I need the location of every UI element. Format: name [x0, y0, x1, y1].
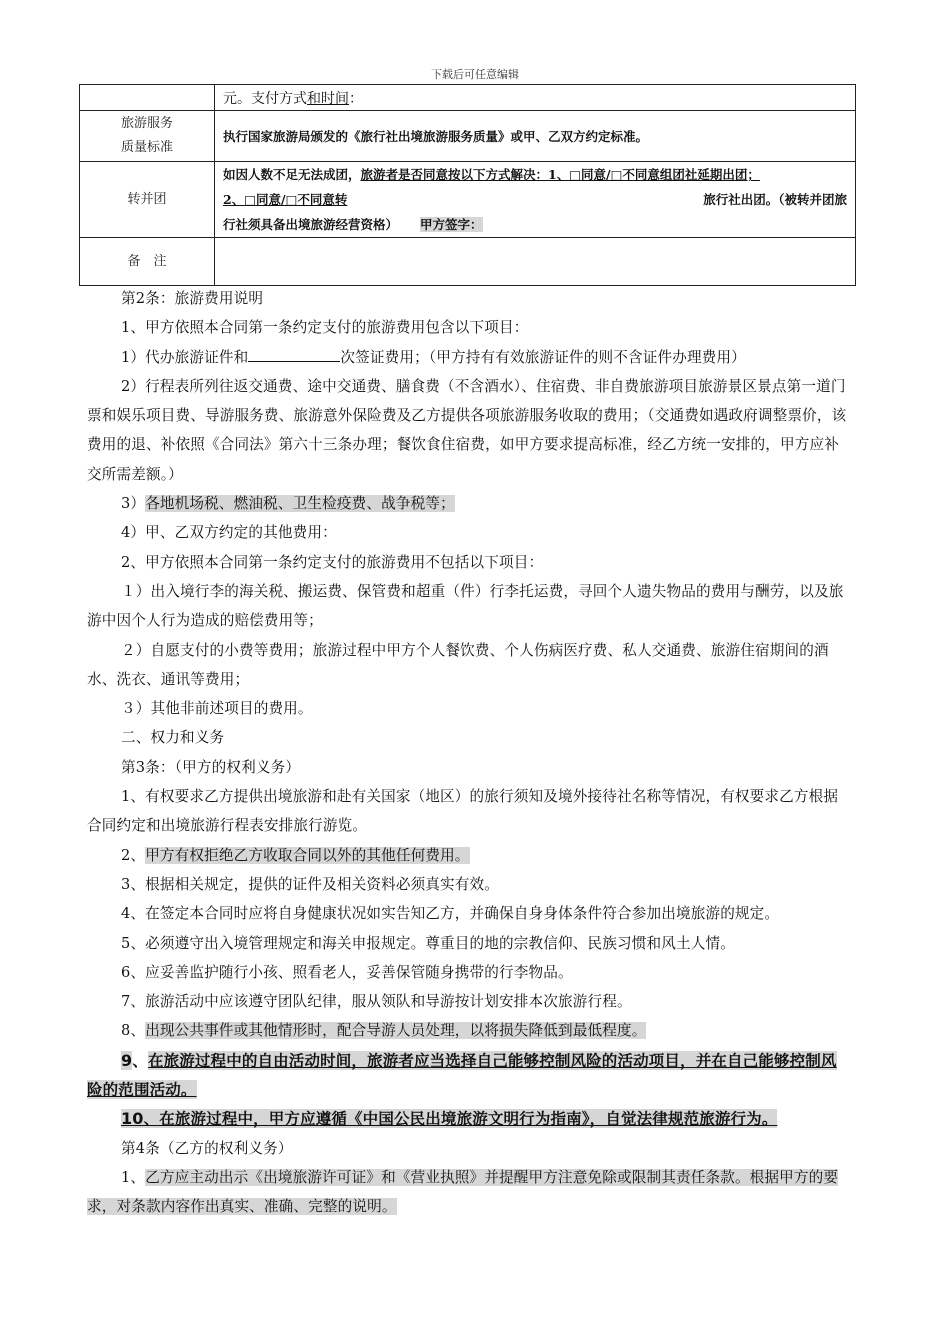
party-a-signature-label: 甲方签字：: [420, 217, 483, 232]
party-b-clause-1: [87, 1163, 849, 1222]
party-b-clause-1-num: 1、: [121, 1168, 146, 1186]
clause-9-num: 9: [121, 1050, 133, 1070]
quality-label-line1: 旅游服务: [120, 116, 173, 131]
contract-table: [79, 84, 856, 286]
payment-time-text: 和时间: [307, 90, 349, 107]
fee-included-intro: 1、甲方依照本合同第一条约定支付的旅游费用包含以下项目：: [121, 319, 529, 337]
merge-line2: [223, 187, 847, 212]
row-label-empty: [80, 85, 215, 111]
clause-9-text: 在旅游过程中的自由活动时间，旅游者应当选择自己能够控制风险的活动项目，并在自己能够控制风险的范围活动。: [87, 1050, 837, 1100]
section-2-title: 第2条：旅游费用说明: [121, 290, 264, 307]
payment-cell: [215, 85, 856, 111]
fee-excluded-intro: 2、甲方依照本合同第一条约定支付的旅游费用不包括以下项目：: [121, 553, 544, 571]
merge-line1-b: 旅游者是否同意按以下方式解决：1、□同意/□不同意组团社延期出团；: [360, 167, 760, 182]
merge-line3: [223, 212, 847, 237]
clause-2-num: 2、: [121, 846, 146, 864]
fee-item-3-a: 3）: [121, 495, 146, 513]
fee-item-3: [87, 489, 849, 518]
fee-item-1-b: 次签证费用；（甲方持有有效旅游证件的则不含证件办理费用）: [340, 348, 746, 366]
merge-group-label: 转并团: [80, 162, 215, 238]
table-row-payment: [80, 85, 856, 111]
fee-item-4: 4）甲、乙双方约定的其他费用：: [121, 524, 337, 542]
party-a-clause-9: [87, 1046, 849, 1105]
remarks-value: [215, 238, 856, 286]
table-row-merge-group: [80, 162, 856, 238]
excluded-item-3: ３）其他非前述项目的费用。: [121, 700, 313, 718]
quality-label-line2: 质量标准: [120, 140, 173, 155]
table-row-remarks: [80, 238, 856, 286]
section-3-title: 第3条：（甲方的权利义务）: [121, 758, 301, 776]
party-a-clause-3: 3、根据相关规定，提供的证件及相关资料必须真实有效。: [121, 875, 500, 893]
quality-label: [80, 111, 215, 162]
clause-2-text: 甲方有权拒绝乙方收取合同以外的其他任何费用。: [145, 846, 470, 864]
party-a-clause-8: [87, 1016, 849, 1045]
party-a-clause-5: 5、必须遵守出入境管理规定和海关申报规定。尊重目的地的宗教信仰、民族习惯和风土人情。: [121, 934, 735, 952]
merge-line1: [223, 162, 847, 187]
excluded-item-2: ２）自愿支付的小费等费用；旅游过程中甲方个人餐饮费、个人伤病医疗费、私人交通费、旅游住宿期间的酒水、洗衣、通讯等费用；: [87, 641, 829, 688]
party-a-clause-4: 4、在签定本合同时应将自身健康状况如实告知乙方，并确保自身身体条件符合参加出境旅游的规定。: [121, 905, 780, 923]
page-header: 下载后可任意编辑: [431, 68, 519, 81]
party-a-clause-6: 6、应妥善监护随行小孩、照看老人，妥善保管随身携带的行李物品。: [121, 963, 573, 981]
clause-10-text: 、在旅游过程中，甲方应遵循《中国公民出境旅游文明行为指南》，自觉法律规范旅游行为。: [143, 1109, 778, 1129]
merge-line2-a: 2、□同意/□不同意转: [223, 192, 348, 207]
clause-8-num: 8、: [121, 1022, 146, 1040]
section-4-title: 第4条（乙方的权利义务）: [121, 1139, 293, 1157]
party-a-clause-2: [87, 841, 849, 870]
clause-9-sep: 、: [132, 1050, 148, 1070]
rights-heading: 二、权力和义务: [121, 729, 225, 747]
visa-count-blank: [248, 347, 340, 362]
party-a-clause-7: 7、旅游活动中应该遵守团队纪律，服从领队和导游按计划安排本次旅游行程。: [121, 993, 632, 1011]
excluded-item-1: １）出入境行李的海关税、搬运费、保管费和超重（件）行李托运费，寻回个人遗失物品的费用与酬劳，以及旅游中因个人行为造成的赔偿费用等；: [87, 582, 844, 630]
party-a-clause-10: [87, 1104, 849, 1133]
fee-item-3-b: 各地机场税、燃油税、卫生检疫费、战争税等；: [145, 495, 455, 513]
contract-body: [87, 284, 849, 1222]
clause-10-num: 10: [121, 1109, 144, 1129]
party-b-clause-1-text: 乙方应主动出示《出境旅游许可证》和《营业执照》并提醒甲方注意免除或限制其责任条款。根据甲方的要求，对条款内容作出真实、准确、完整的说明。: [87, 1168, 839, 1216]
clause-8-text: 出现公共事件或其他情形时，配合导游人员处理，以将损失降低到最低程度。: [145, 1022, 647, 1040]
merge-line1-a: 如因人数不足无法成团，: [223, 167, 361, 182]
merge-line3-a: 行社须具备出境旅游经营资格）: [223, 217, 399, 232]
payment-text: 元。支付方式: [223, 90, 307, 107]
quality-text: 执行国家旅游局颁发的《旅行社出境旅游服务质量》或甲、乙双方约定标准。: [215, 111, 856, 162]
payment-colon: ：: [349, 90, 363, 107]
table-row-quality: [80, 111, 856, 162]
fee-item-1: [87, 343, 849, 372]
fee-item-2: 2）行程表所列往返交通费、途中交通费、膳食费（不含酒水）、住宿费、非自费旅游项目旅游景区景点第一道门票和娱乐项目费、导游服务费、旅游意外保险费及乙方提供各项旅游服务收取的费用；（交通费如遇政府调整票价，该费用的退、补依照《合同法》第六十三条办理；餐饮食住宿费，如甲方要求提高标准，经乙方统一安排的，甲方应补交所需差额。）: [87, 377, 847, 483]
party-a-clause-1: 1、有权要求乙方提供出境旅游和赴有关国家（地区）的旅行须知及境外接待社名称等情况，有权要求乙方根据合同约定和出境旅游行程表安排旅行游览。: [87, 788, 839, 835]
remarks-label: 备 注: [80, 238, 215, 286]
fee-item-1-a: 1）代办旅游证件和: [121, 348, 249, 366]
merge-group-cell: [215, 162, 856, 238]
merge-line2-b: 旅行社出团。（被转并团旅: [703, 192, 847, 207]
